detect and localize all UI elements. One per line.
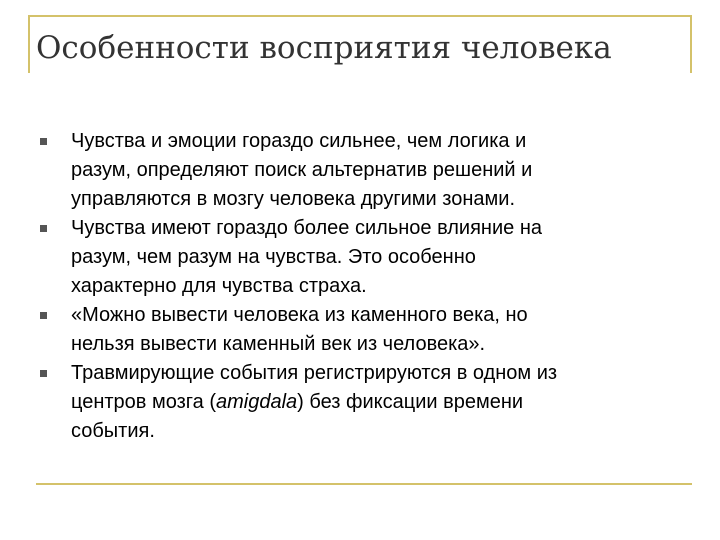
slide-title: Особенности восприятия человека [36, 30, 612, 66]
bullet-italic-term: amigdala [216, 391, 298, 413]
square-bullet-icon [40, 312, 47, 319]
bullet-line: «Можно вывести человека из каменного века, но [71, 304, 528, 326]
frame-top-border [28, 15, 692, 17]
bullet-item-1 [40, 127, 680, 214]
bullet-item-4 [40, 359, 680, 446]
bullet-text [71, 301, 680, 359]
bullet-line: разум, чем разум на чувства. Это особенно [71, 246, 476, 268]
bullet-line [71, 388, 680, 417]
bullet-text [71, 127, 680, 214]
square-bullet-icon [40, 138, 47, 145]
bullet-line: события. [71, 420, 155, 442]
bullet-line: управляются в мозгу человека другими зонами. [71, 188, 515, 210]
bullet-text [71, 359, 680, 446]
frame-bottom-border [36, 483, 692, 485]
square-bullet-icon [40, 370, 47, 377]
bullet-item-3 [40, 301, 680, 359]
frame-right-border [690, 15, 692, 73]
bullet-text-segment: центров мозга ( [71, 391, 216, 413]
bullet-line: разум, определяют поиск альтернатив решений и [71, 159, 533, 181]
bullet-text-segment: ) без фиксации времени [297, 391, 524, 413]
square-bullet-icon [40, 225, 47, 232]
bullet-line: Чувства имеют гораздо более сильное влияние на [71, 217, 542, 239]
bullet-line: Травмирующие события регистрируются в одном из [71, 362, 558, 384]
bullet-line: характерно для чувства страха. [71, 275, 367, 297]
bullet-list [40, 127, 680, 446]
bullet-item-2 [40, 214, 680, 301]
bullet-line: нельзя вывести каменный век из человека». [71, 333, 486, 355]
bullet-text [71, 214, 680, 301]
frame-left-border [28, 15, 30, 73]
bullet-line: Чувства и эмоции гораздо сильнее, чем логика и [71, 130, 527, 152]
